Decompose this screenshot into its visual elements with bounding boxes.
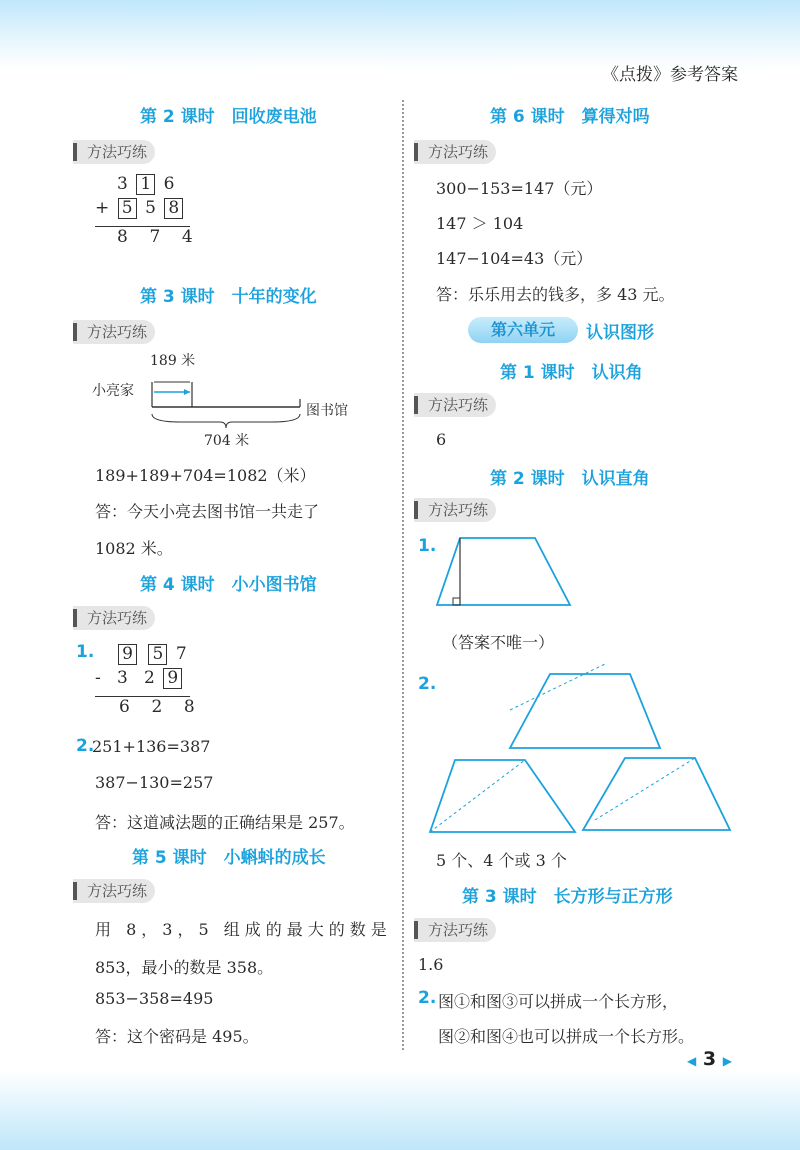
answer-line: 答：今天小亮去图书馆一共走了: [95, 502, 320, 521]
heading-lesson-2: 第 2 课时 回收废电池: [140, 107, 317, 127]
digit-box: 1: [136, 174, 155, 195]
operator: +: [95, 198, 110, 218]
heading-lesson-u2: 第 2 课时 认识直角: [490, 469, 650, 489]
method-label: 方法巧练: [414, 393, 496, 417]
item-number: 2.: [418, 674, 437, 694]
answer-line: 答：乐乐用去的钱多，多 43 元。: [436, 285, 675, 304]
digit-box: 9: [118, 644, 137, 665]
method-label: 方法巧练: [414, 918, 496, 942]
heading-lesson-4: 第 4 课时 小小图书馆: [140, 575, 317, 595]
method-label: 方法巧练: [414, 140, 496, 164]
item-number: 1.: [418, 536, 437, 556]
subtraction-vertical: [95, 644, 195, 721]
digit: 3: [117, 174, 128, 194]
heading-lesson-u3: 第 3 课时 长方形与正方形: [462, 887, 673, 907]
item-number: 2.: [76, 736, 95, 756]
text-line: 853，最小的数是 358。: [95, 958, 274, 977]
heading-lesson-5: 第 5 课时 小蝌蚪的成长: [132, 848, 326, 868]
method-label: 方法巧练: [73, 879, 155, 903]
equation: 300−153=147（元）: [436, 179, 603, 198]
digit: 7: [175, 644, 187, 664]
page-number-text: 3: [702, 1048, 717, 1070]
answer-line: 答：这个密码是 495。: [95, 1027, 259, 1046]
text-line: 用 8，3，5 组成的最大的数是: [95, 920, 392, 939]
digit: 6: [119, 697, 130, 717]
unit-badge: 第六单元: [468, 317, 578, 343]
digit-box: 5: [118, 198, 137, 219]
start-label: 小亮家: [92, 383, 134, 399]
comparison: 147 ＞ 104: [436, 214, 524, 233]
bottom-decoration: [0, 1070, 800, 1150]
method-label: 方法巧练: [73, 140, 155, 164]
operator: -: [95, 668, 101, 688]
item-number: 1.: [76, 642, 95, 662]
heading-lesson-u1: 第 1 课时 认识角: [500, 363, 643, 383]
answer-line: 图②和图④也可以拼成一个长方形。: [438, 1027, 695, 1046]
answer-line: 答：这道减法题的正确结果是 257。: [95, 813, 355, 832]
answer-line: 6: [436, 430, 447, 449]
answer-line: 1082 米。: [95, 539, 173, 558]
equation: 853−358=495: [95, 989, 214, 1008]
digit-box: 8: [164, 198, 183, 219]
digit: 8: [183, 697, 195, 717]
trapezoid-right-angle-figure: [430, 530, 580, 610]
digit: 2: [144, 668, 155, 688]
heading-lesson-3: 第 3 课时 十年的变化: [140, 287, 317, 307]
method-label: 方法巧练: [73, 606, 155, 630]
answer-line: 1.6: [418, 955, 444, 974]
digit-box: 9: [163, 668, 182, 689]
equation: 387−130=257: [95, 773, 214, 792]
column-divider: [402, 100, 404, 1050]
equation: 251+136=387: [92, 737, 211, 756]
right-arrow-icon: ▶: [722, 1054, 732, 1068]
addition-vertical: [95, 174, 193, 251]
digit: 5: [145, 198, 156, 218]
segment-label: 189 米: [150, 353, 196, 369]
digit: 8: [117, 227, 128, 247]
method-label: 方法巧练: [414, 498, 496, 522]
digit: 4: [181, 227, 193, 247]
note: （答案不唯一）: [442, 633, 555, 652]
answer-line: 图①和图③可以拼成一个长方形，: [438, 992, 679, 1011]
digit: 2: [151, 697, 163, 717]
answer-line: 5 个、4 个或 3 个: [436, 851, 567, 870]
left-arrow-icon: ◀: [687, 1054, 697, 1068]
total-label: 704 米: [204, 433, 250, 449]
item-number: 2.: [418, 988, 437, 1008]
digit: 7: [149, 227, 161, 247]
equation: 147−104=43（元）: [436, 249, 593, 268]
page-number: [687, 1048, 732, 1070]
equation: 189+189+704=1082（米）: [95, 466, 316, 485]
trapezoid-cut-figures: [425, 660, 745, 840]
heading-lesson-6: 第 6 课时 算得对吗: [490, 107, 650, 127]
end-label: 图书馆: [306, 403, 348, 419]
header-tag: 《点拨》参考答案: [602, 65, 738, 85]
digit: 6: [163, 174, 175, 194]
digit: 3: [116, 668, 128, 688]
method-label: 方法巧练: [73, 320, 155, 344]
unit-title: 认识图形: [586, 323, 654, 343]
digit-box: 5: [148, 644, 167, 665]
